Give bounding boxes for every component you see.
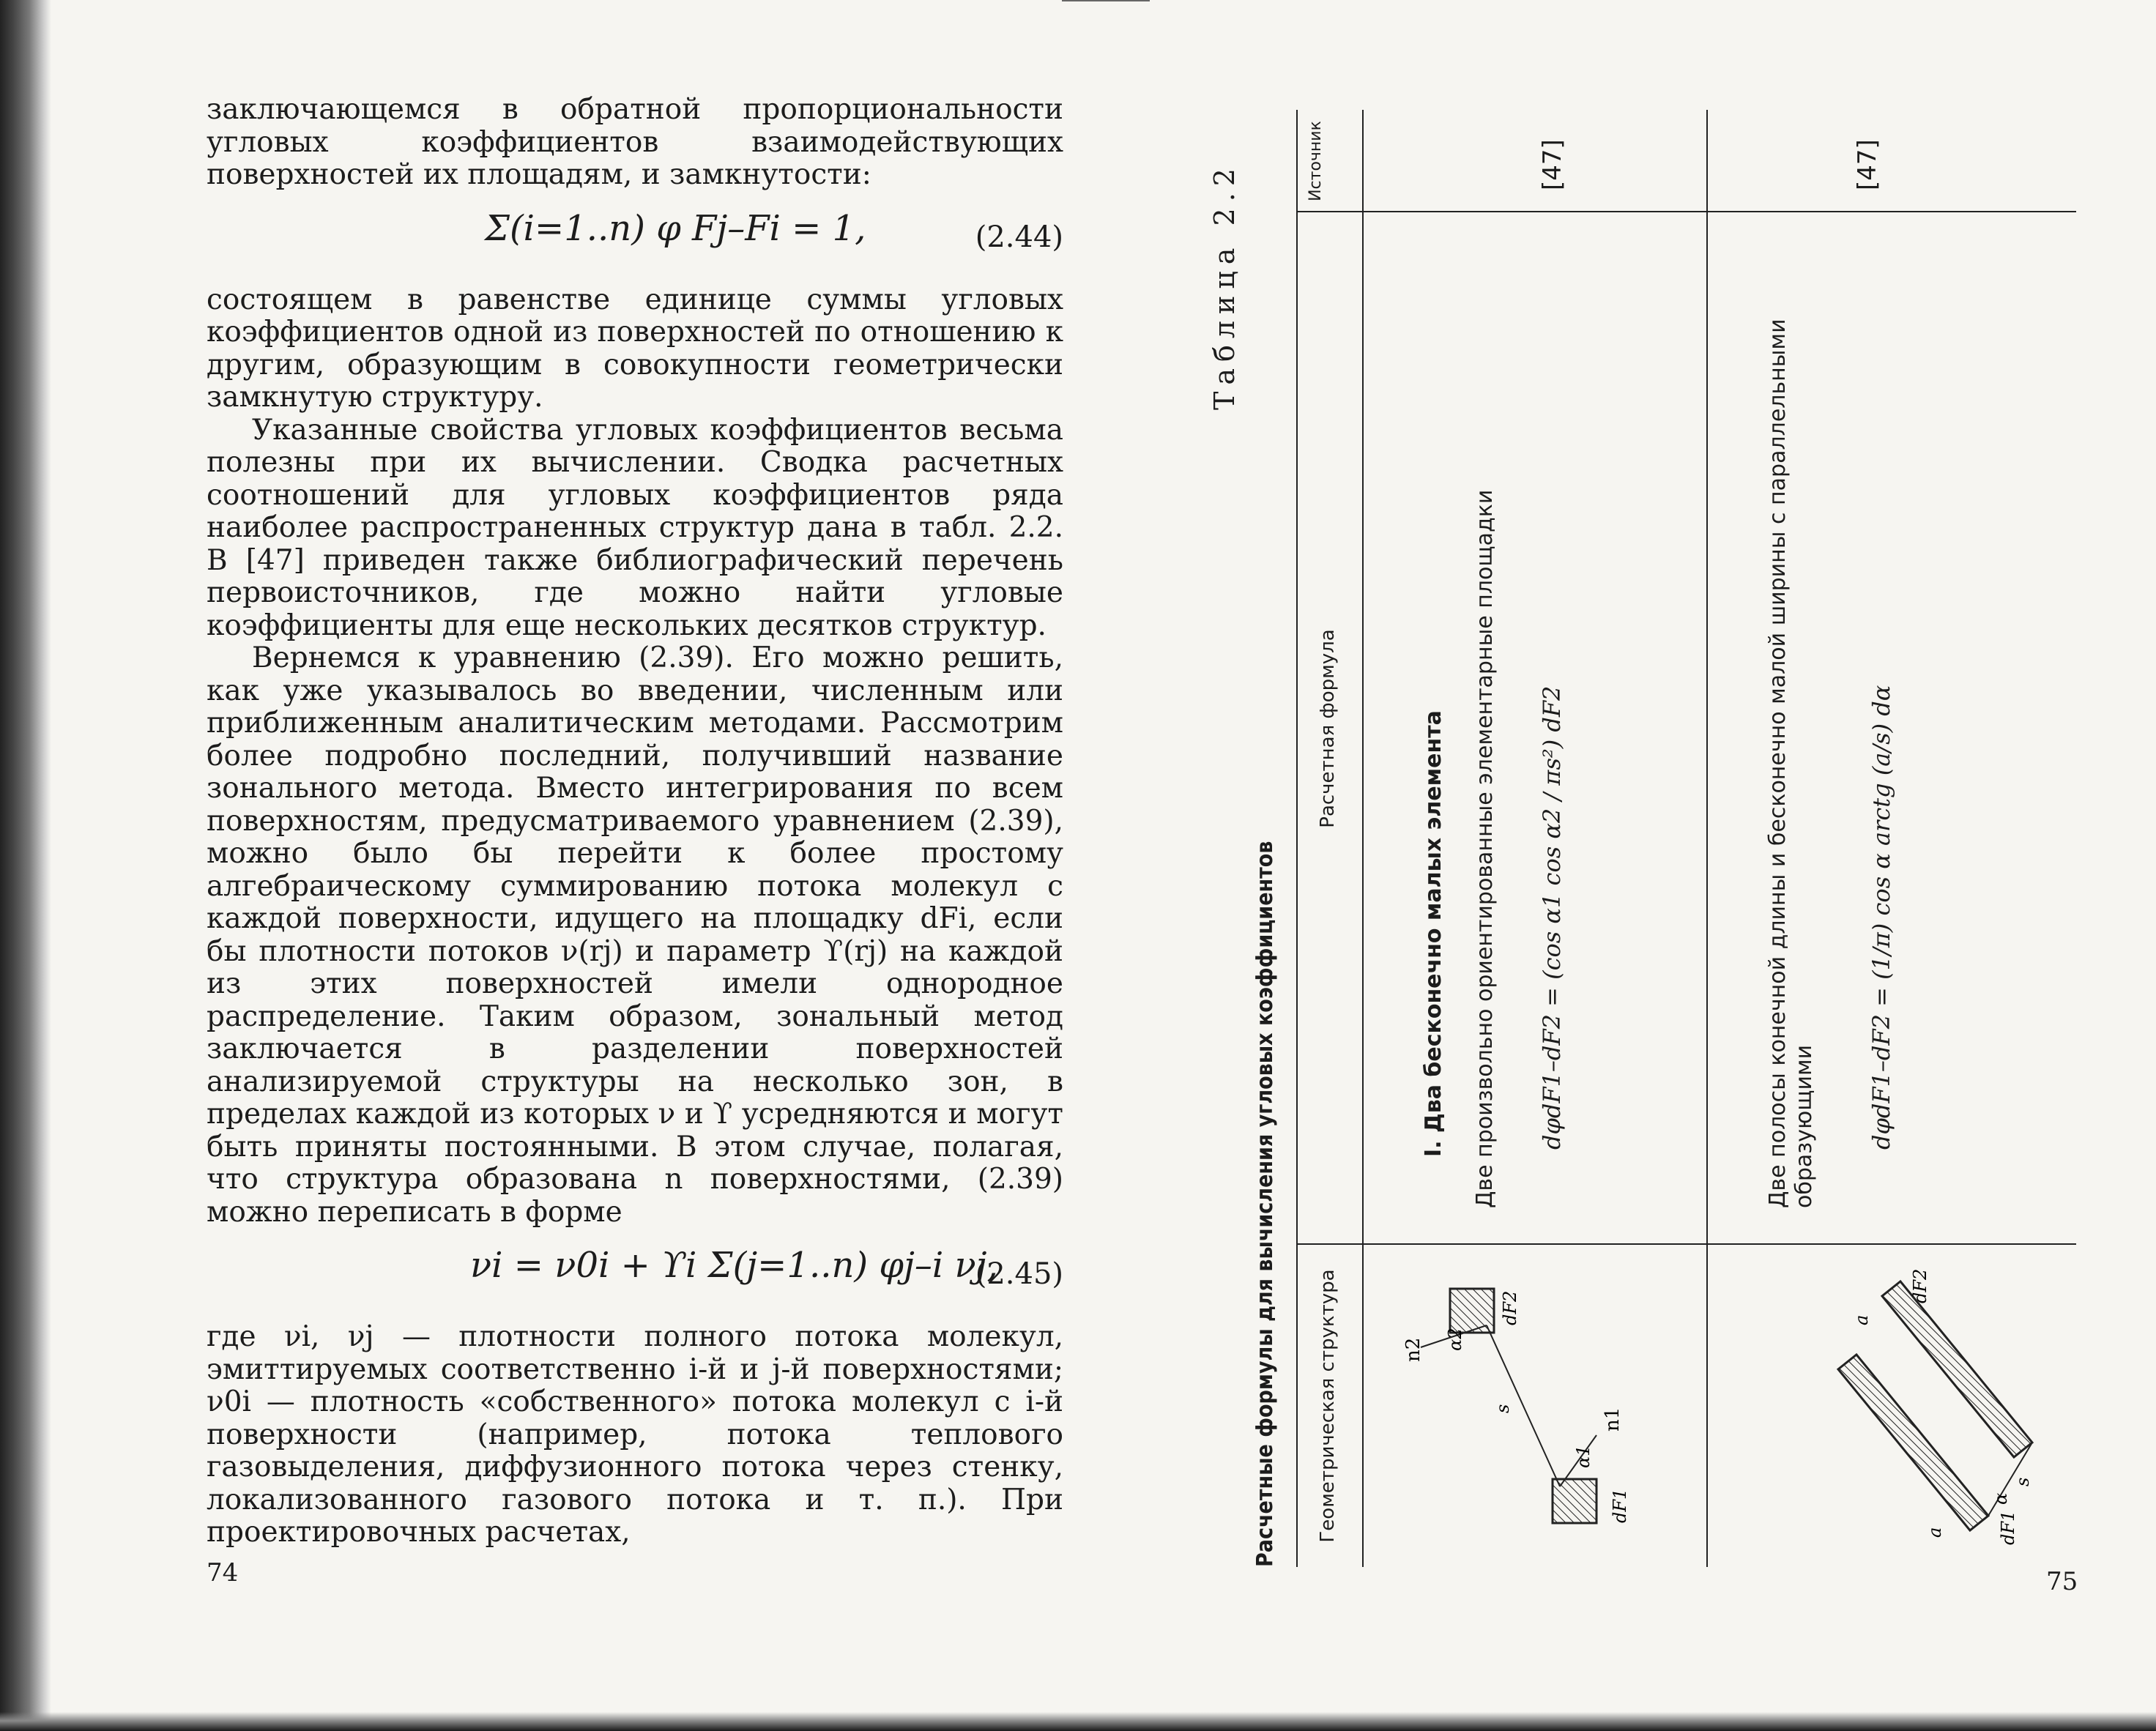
page-number-right: 75 <box>2046 1567 2078 1596</box>
label-df1-strip: dF1 <box>1998 1510 2018 1545</box>
row-2-formula: dφdF1–dF2 = (1/π) cos α arctg (a/s) dα <box>1867 685 1895 1150</box>
row-2-source: [47] <box>1853 139 1882 190</box>
label-df2-strip: dF2 <box>1910 1268 1930 1303</box>
equation-2-45-formula: νi = ν0i + ϒi Σ(j=1..n) φj–i νj, <box>470 1245 998 1286</box>
row-1-source: [47] <box>1538 139 1567 190</box>
section-heading-1: I. Два бесконечно малых элемента <box>1421 710 1446 1157</box>
row-2-description: Две полосы конечной длины и бесконечно малой ширины с параллельными образующими <box>1765 319 1817 1208</box>
table-col-divider-1 <box>1296 1243 2076 1245</box>
label-alpha1: α1 <box>1573 1445 1594 1468</box>
table-rule-top <box>1296 110 1298 1567</box>
table-row-divider <box>1706 110 1708 1567</box>
page-number-left: 74 <box>207 1558 239 1587</box>
header-formula: Расчетная формула <box>1317 629 1339 828</box>
table-title: Расчетные формулы для вычисления угловых коэффициентов <box>1252 841 1278 1567</box>
label-df1: dF1 <box>1610 1488 1630 1523</box>
row-1-description: Две произвольно ориентированные элементарные площадки <box>1472 489 1498 1208</box>
label-alpha: α <box>1990 1492 2011 1505</box>
table-rule-header <box>1362 110 1364 1567</box>
table-2-2-rotated <box>1208 110 2076 1567</box>
figure-elementary-areas <box>1402 1274 1684 1538</box>
scan-shadow-bottom <box>0 1712 2156 1731</box>
label-alpha2: α2 <box>1445 1328 1465 1351</box>
row-1-formula: dφdF1–dF2 = (cos α1 cos α2 / πs²) dF2 <box>1538 685 1566 1150</box>
paragraph-1: заключающемся в обратной пропорциональности угловых коэффициентов взаимодействующих поверхностей их площадям, и замкнутости: <box>207 93 1063 191</box>
header-geometry: Геометрическая структура <box>1317 1269 1339 1543</box>
left-page-text <box>207 94 1063 1549</box>
paragraph-5: где νi, νj — плотности полного потока молекул, эмиттируемых соответственно i-й и j-й поверхностями; ν0i — плотность «собственного» потока молекул с i-й поверхности (например, потока теплового газовыделения, диффузионного потока через стенку, локализованного газового потока и т. п.). При проектировочных расчетах, <box>207 1320 1063 1549</box>
equation-2-44-formula: Σ(i=1..n) φ Fj–Fi = 1, <box>485 207 866 249</box>
label-n2: n2 <box>1402 1337 1424 1362</box>
equation-2-44 <box>207 198 1063 278</box>
equation-2-44-number: (2.44) <box>975 220 1063 254</box>
label-s2: s <box>2012 1477 2033 1486</box>
paragraph-4: Вернемся к уравнению (2.39). Его можно решить, как уже указывалось во введении, численным или приближенным аналитическим методами. Рассмотрим более подробно последний, получивший название зонального метода. Вместо интегрирования по всем поверхностям, предусматриваемого уравнением (2.39), можно было бы перейти к более простому алгебраическому суммированию потока молекул с каждой поверхности, идущего на площадку dFi, если бы плотности потоков ν(rj) и параметр ϒ(rj) на каждой из этих поверхностей имели однородное распределение. Таким образом, зональный метод заключается в разделении поверхностей анализируемой структуры на несколько зон, в пределах каждой из которых ν и ϒ усредняются и могут быть приняты постоянными. В этом случае, полагая, что структура образована n поверхностями, (2.39) можно переписать в форме <box>207 641 1063 1229</box>
paragraph-2: состоящем в равенстве единице суммы угловых коэффициентов одной из поверхностей по отношению к другим, образующим в совокупности геометрически замкнутую структуру. <box>207 283 1063 414</box>
figure-parallel-strips <box>1750 1267 2043 1545</box>
paragraph-3: Указанные свойства угловых коэффициентов весьма полезны при их вычислении. Сводка расчетных соотношений для угловых коэффициентов ряда наиболее распространенных структур дана в табл. 2.2. В [47] приведен также библиографический перечень первоисточников, где можно найти угловые коэффициенты для еще нескольких десятков структур. <box>207 413 1063 642</box>
page-fold-mark <box>1062 0 1150 1</box>
label-a-top: a <box>1925 1527 1945 1538</box>
label-a-bottom: a <box>1851 1314 1872 1325</box>
table-label: Таблица 2.2 <box>1208 162 1241 410</box>
table-col-divider-2 <box>1296 211 2076 212</box>
equation-2-45 <box>207 1235 1063 1315</box>
header-source: Источник <box>1306 121 1325 201</box>
table-grid <box>1296 110 2076 1567</box>
equation-2-45-number: (2.45) <box>975 1257 1063 1291</box>
label-n1: n1 <box>1602 1407 1624 1432</box>
scan-shadow-left <box>0 0 51 1731</box>
label-df2: dF2 <box>1500 1290 1520 1325</box>
label-s: s <box>1493 1404 1513 1413</box>
